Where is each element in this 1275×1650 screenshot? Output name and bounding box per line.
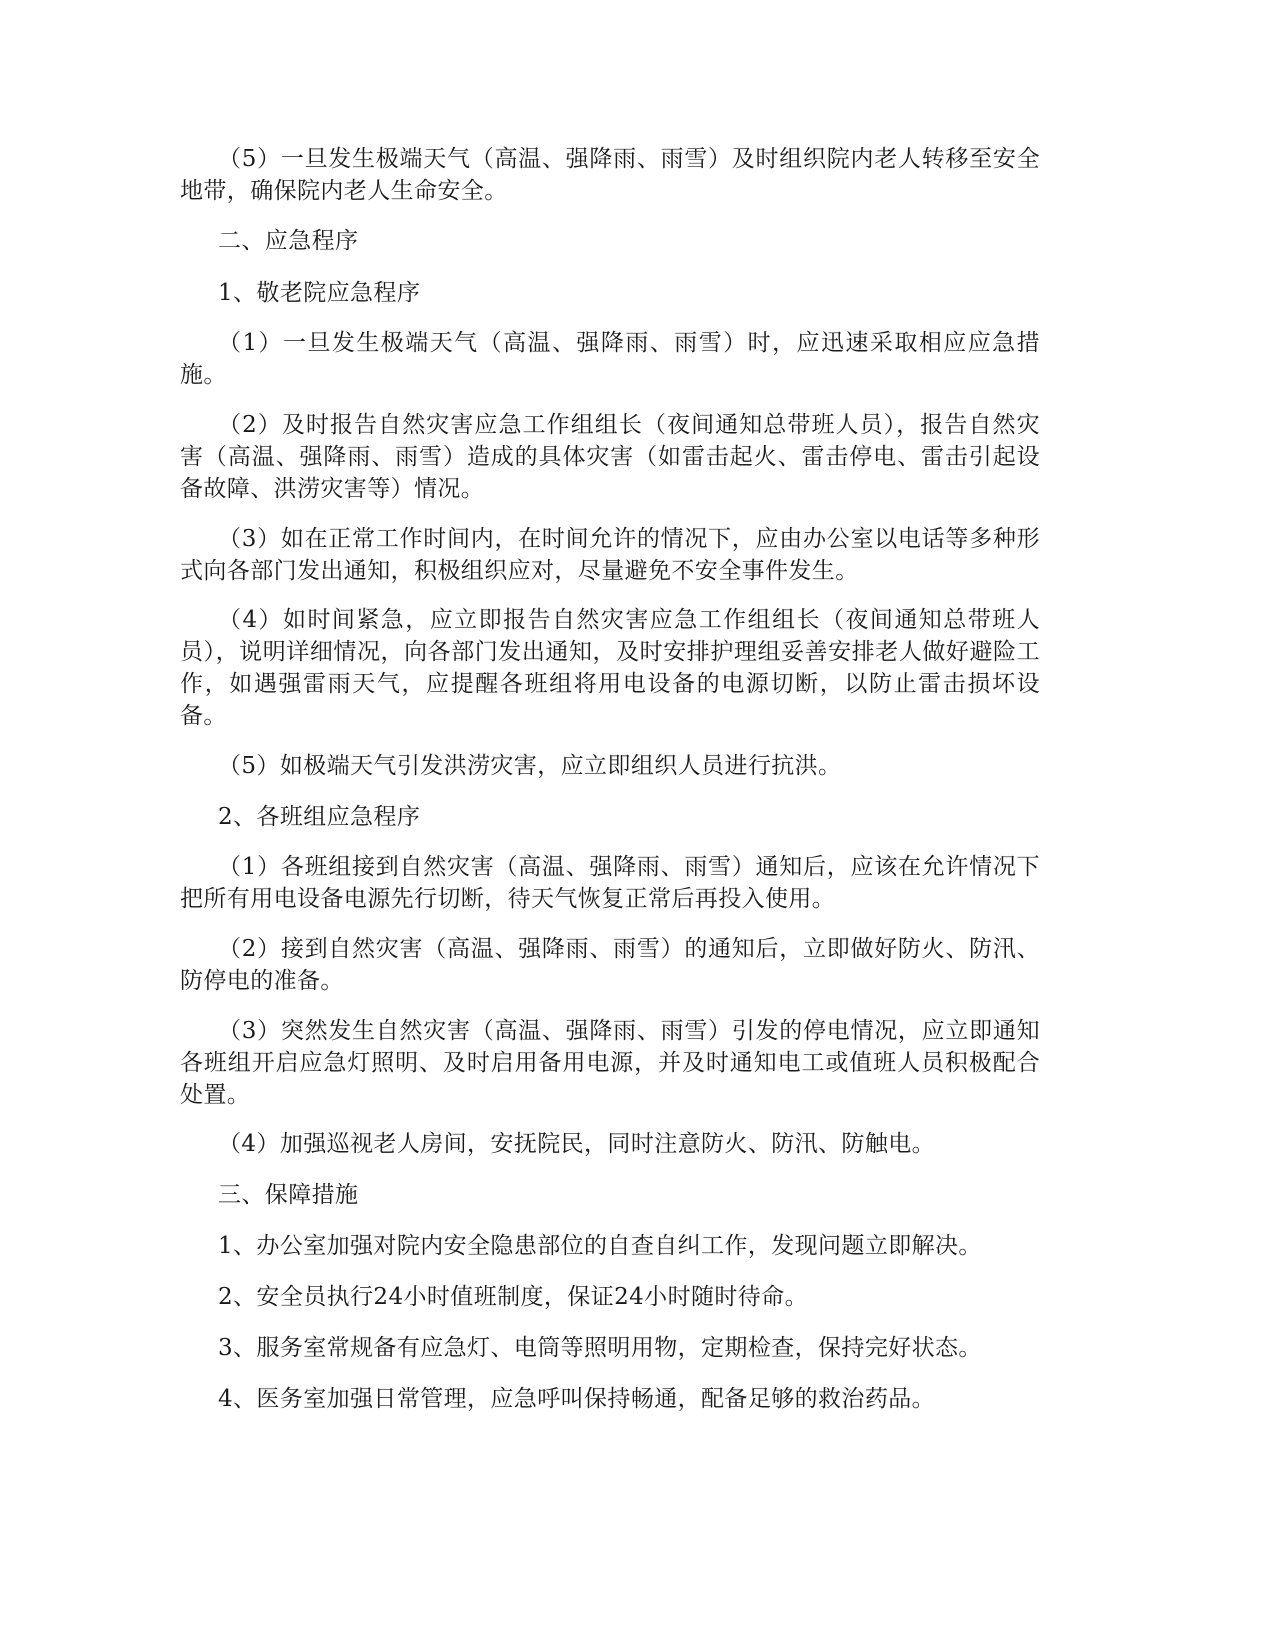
heading-team-procedure: 2、各班组应急程序 (218, 804, 421, 830)
heading-safeguard-measures: 三、保障措施 (218, 1182, 359, 1208)
paragraph-team-4: （4）加强巡视老人房间，安抚院民，同时注意防火、防汛、防触电。 (218, 1131, 936, 1157)
paragraph-measure-2: 2、安全员执行24小时值班制度，保证24小时随时待命。 (218, 1284, 808, 1310)
paragraph-procedure-5: （5）如极端天气引发洪涝灾害，应立即组织人员进行抗洪。 (218, 753, 842, 779)
paragraph-extreme-weather-transfer: （5）一旦发生极端天气（高温、强降雨、雨雪）及时组织院内老人转移至安全地带，确保院内老人生命安全。 (180, 146, 1040, 204)
heading-emergency-procedure: 二、应急程序 (218, 228, 359, 254)
paragraph-measure-3: 3、服务室常规备有应急灯、电筒等照明用物，定期检查，保持完好状态。 (218, 1335, 982, 1361)
document-page (180, 0, 1040, 1650)
paragraph-measure-4: 4、医务室加强日常管理，应急呼叫保持畅通，配备足够的救治药品。 (218, 1386, 936, 1412)
paragraph-procedure-4: （4）如时间紧急，应立即报告自然灾害应急工作组组长（夜间通知总带班人员），说明详细情况，向各部门发出通知，及时安排护理组妥善安排老人做好避险工作，如遇强雷雨天气，应提醒各班组将用电设备的电源切断，以防止雷击损坏设备。 (180, 607, 1040, 729)
paragraph-team-2: （2）接到自然灾害（高温、强降雨、雨雪）的通知后，立即做好防火、防汛、防停电的准备。 (180, 936, 1040, 994)
paragraph-team-1: （1）各班组接到自然灾害（高温、强降雨、雨雪）通知后，应该在允许情况下把所有用电设备电源先行切断，待天气恢复正常后再投入使用。 (180, 854, 1040, 912)
paragraph-procedure-3: （3）如在正常工作时间内，在时间允许的情况下，应由办公室以电话等多种形式向各部门发出通知，积极组织应对，尽量避免不安全事件发生。 (180, 526, 1040, 584)
paragraph-procedure-1: （1）一旦发生极端天气（高温、强降雨、雨雪）时，应迅速采取相应应急措施。 (180, 330, 1040, 388)
paragraph-procedure-2: （2）及时报告自然灾害应急工作组组长（夜间通知总带班人员），报告自然灾害（高温、强降雨、雨雪）造成的具体灾害（如雷击起火、雷击停电、雷击引起设备故障、洪涝灾害等）情况。 (180, 412, 1040, 502)
paragraph-measure-1: 1、办公室加强对院内安全隐患部位的自查自纠工作，发现问题立即解决。 (218, 1233, 982, 1259)
paragraph-team-3: （3）突然发生自然灾害（高温、强降雨、雨雪）引发的停电情况，应立即通知各班组开启应急灯照明、及时启用备用电源，并及时通知电工或值班人员积极配合处置。 (180, 1018, 1040, 1108)
heading-nursing-home-procedure: 1、敬老院应急程序 (218, 280, 421, 306)
